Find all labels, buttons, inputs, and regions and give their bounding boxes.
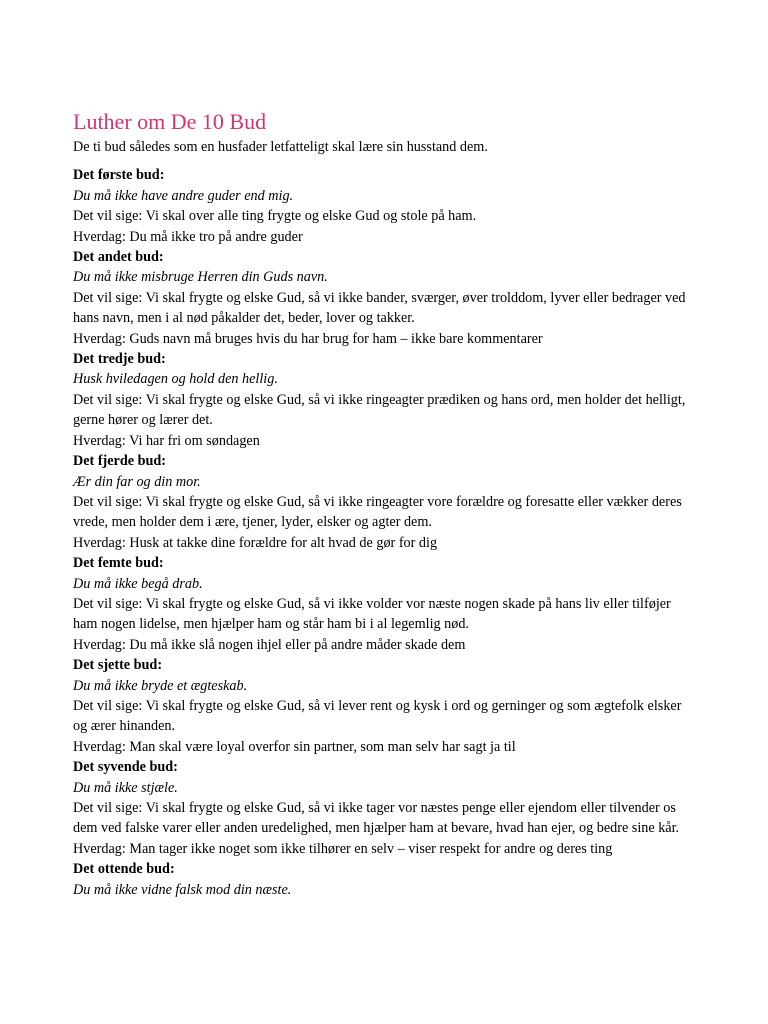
commandment-heading: Det andet bud: [73, 249, 164, 266]
commandment-text: Ær din far og din mor. [73, 473, 201, 490]
commandment-everyday: Hverdag: Du må ikke slå nogen ihjel eller på andre måder skade dem [73, 636, 466, 653]
commandment-3 [73, 349, 693, 451]
commandment-explanation: Det vil sige: Vi skal frygte og elske Gud, så vi ikke ringeagter vore forældre og foresatte eller vækker deres vrede, men holder dem i ære, tjener, lyder, elsker og agter dem. [73, 493, 682, 531]
commandment-everyday: Hverdag: Vi har fri om søndagen [73, 432, 260, 449]
commandment-heading: Det femte bud: [73, 555, 164, 572]
commandment-8 [73, 859, 693, 900]
commandment-everyday: Hverdag: Husk at takke dine forældre for alt hvad de gør for dig [73, 534, 438, 551]
commandment-explanation: Det vil sige: Vi skal frygte og elske Gud, så vi ikke tager vor næstes penge eller ejendom eller tilvender os dem ved falske varer eller anden uredelighed, men hjælper ham at bevare, hvad han ejer, og bedre sine kår. [73, 800, 680, 837]
commandment-text: Du må ikke have andre guder end mig. [73, 187, 294, 204]
document-title: Luther om De 10 Bud [73, 109, 267, 134]
commandment-5 [73, 553, 693, 655]
commandment-heading: Det første bud: [73, 167, 165, 184]
commandment-text: Du må ikke bryde et ægteskab. [73, 677, 248, 694]
commandment-everyday: Hverdag: Man tager ikke noget som ikke tilhører en selv – viser respekt for andre og deres ting [73, 840, 613, 857]
commandment-heading: Det ottende bud: [73, 861, 175, 878]
commandment-1 [73, 165, 693, 247]
commandment-explanation: Det vil sige: Vi skal frygte og elske Gud, så vi lever rent og kysk i ord og gerninger og som ægtefolk elsker og ærer hinanden. [73, 697, 682, 735]
commandment-text: Du må ikke misbruge Herren din Guds navn. [73, 269, 328, 286]
commandment-explanation: Det vil sige: Vi skal frygte og elske Gud, så vi ikke ringeagter prædiken og hans ord, men holder det helligt, gerne hører og lærer det. [73, 391, 686, 429]
commandment-explanation: Det vil sige: Vi skal frygte og elske Gud, så vi ikke bander, sværger, øver trolddom, lyver eller bedrager ved hans navn, men i al nød påkalder det, beder, lover og takker. [73, 289, 686, 327]
commandment-4 [73, 451, 693, 553]
commandment-everyday: Hverdag: Guds navn må bruges hvis du har brug for ham – ikke bare kommentarer [73, 330, 543, 347]
commandment-heading: Det sjette bud: [73, 657, 163, 674]
commandment-text: Du må ikke vidne falsk mod din næste. [73, 881, 292, 898]
commandment-explanation: Det vil sige: Vi skal frygte og elske Gud, så vi ikke volder vor næste nogen skade på hans liv eller tilføjer ham nogen lidelse, men hjælper ham og står ham bi i al legemlig nød. [73, 595, 671, 633]
commandment-7 [73, 757, 693, 859]
commandment-text: Du må ikke stjæle. [73, 779, 178, 796]
document-page [73, 108, 693, 900]
commandment-heading: Det fjerde bud: [73, 453, 166, 470]
commandment-text: Du må ikke begå drab. [73, 575, 203, 592]
document-intro: De ti bud således som en husfader letfatteligt skal lære sin husstand dem. [73, 139, 488, 155]
commandment-everyday: Hverdag: Man skal være loyal overfor sin partner, som man selv har sagt ja til [73, 738, 516, 755]
commandment-text: Husk hviledagen og hold den hellig. [73, 371, 278, 388]
commandment-heading: Det tredje bud: [73, 351, 166, 368]
commandment-everyday: Hverdag: Du må ikke tro på andre guder [73, 228, 303, 245]
commandment-explanation: Det vil sige: Vi skal over alle ting frygte og elske Gud og stole på ham. [73, 208, 477, 225]
commandment-heading: Det syvende bud: [73, 759, 178, 776]
commandment-2 [73, 247, 693, 349]
commandment-6 [73, 655, 693, 757]
